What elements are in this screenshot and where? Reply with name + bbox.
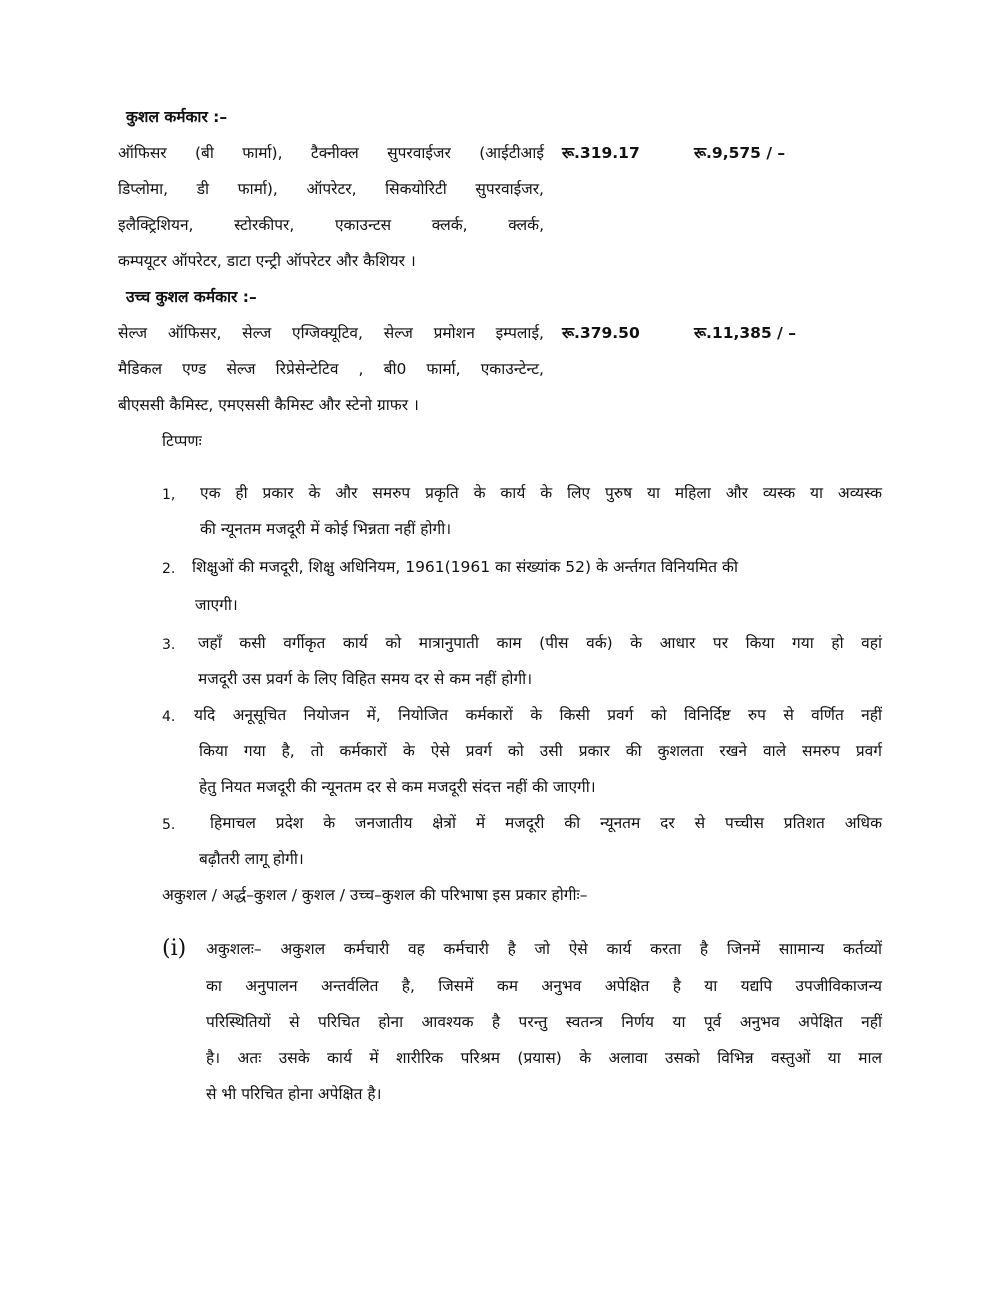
note-2-line-2: जाएगी। <box>195 596 238 614</box>
note-1-line-1: एक ही प्रकार के और समरुप प्रकृति के कार्य के लिए पुरुष या महिला और व्यस्क या अव्यस्क <box>200 484 882 502</box>
note-5-line-2: बढ़ौतरी लागू होगी। <box>199 850 304 868</box>
note-4-line-2: किया गया है, तो कर्मकारों के ऐसे प्रवर्ग को उसी प्रकार की कुशलता रखने वाले समरुप प्रवर्ग <box>199 742 882 760</box>
note-2-line-1: शिक्षुओं की मजदूरी, शिक्षु अधिनियम, 1961(1961 का संख्यांक 52) के अर्न्तगत विनियमित की <box>192 558 738 576</box>
skilled-line-3: इलैक्ट्रिशियन, स्टोरकीपर, एकाउन्टस क्लर्क, क्लर्क, <box>118 216 544 234</box>
note-5-line-1: हिमाचल प्रदेश के जनजातीय क्षेत्रों में मजदूरी की न्यूनतम दर से पच्चीस प्रतिशत अधिक <box>210 814 882 832</box>
definition-i-line-4: है। अतः उसके कार्य में शारीरिक परिश्रम (प्रयास) के अलावा उसको विभिन्न वस्तुओं या माल <box>206 1049 882 1067</box>
note-4-line-1: यदि अनूसूचित नियोजन में, नियोजित कर्मकारों के किसी प्रवर्ग को विनिर्दिष्ट रुप से वर्णित नहीं <box>194 706 882 724</box>
note-2-number: 2. <box>162 561 176 577</box>
definitions-heading: अकुशल / अर्द्ध–कुशल / कुशल / उच्च–कुशल की परिभाषा इस प्रकार होगीः– <box>162 886 588 904</box>
highly-skilled-line-2: मैडिकल एण्ड सेल्ज रिप्रेसेन्टेटिव , बी0 फार्मा, एकाउन्टेन्ट, <box>118 360 544 378</box>
highly-skilled-line-3: बीएससी कैमिस्ट, एमएससी कैमिस्ट और स्टेनो ग्राफर । <box>118 396 419 414</box>
note-4-number: 4. <box>162 709 176 725</box>
highly-skilled-monthly-wage: रू.11,385 / – <box>694 324 796 342</box>
note-3-number: 3. <box>162 637 176 653</box>
note-3-line-2: मजदूरी उस प्रवर्ग के लिए विहित समय दर से कम नहीं होगी। <box>198 670 533 688</box>
definition-i-line-2: का अनुपालन अन्तर्वलित है, जिसमें कम अनुभव अपेक्षित है या यद्यपि उपजीविकाजन्य <box>206 977 882 995</box>
skilled-line-2: डिप्लोमा, डी फार्मा), ऑपरेटर, सिकयोरिटी सुपरवाईजर, <box>118 180 544 198</box>
notes-heading: टिप्पणः <box>162 432 202 450</box>
skilled-line-4: कम्पयूटर ऑपरेटर, डाटा एन्ट्री ऑपरेटर और कैशियर । <box>118 252 416 270</box>
definition-i-line-1: अकुशलः– अकुशल कर्मचारी वह कर्मचारी है जो ऐसे कार्य करता है जिनमें साामान्य कर्तव्यों <box>206 940 882 958</box>
highly-skilled-daily-wage: रू.379.50 <box>562 324 640 342</box>
skilled-line-1: ऑफिसर (बी फार्मा), टैक्नीक्ल सुपरवाईजर (आईटीआई <box>118 144 544 162</box>
note-5-number: 5. <box>162 817 176 833</box>
skilled-daily-wage: रू.319.17 <box>562 144 640 162</box>
note-1-number: 1, <box>162 487 176 503</box>
skilled-monthly-wage: रू.9,575 / – <box>694 144 786 162</box>
definition-i-number: (i) <box>162 936 187 961</box>
definition-i-line-5: से भी परिचित होना अपेक्षित है। <box>206 1085 382 1103</box>
note-1-line-2: की न्यूनतम मजदूरी में कोई भिन्नता नहीं होगी। <box>200 520 452 538</box>
highly-skilled-heading: उच्च कुशल कर्मकार :– <box>126 288 257 306</box>
note-4-line-3: हेतु नियत मजदूरी की न्यूनतम दर से कम मजदूरी संदत्त नहीं की जाएगी। <box>199 778 596 796</box>
highly-skilled-line-1: सेल्ज ऑफिसर, सेल्ज एग्जिक्यूटिव, सेल्ज प्रमोशन इम्पलाई, <box>118 324 544 342</box>
definition-i-line-3: परिस्थितियों से परिचित होना आवश्यक है परन्तु स्वतन्त्र निर्णय या पूर्व अनुभव अपेक्षित नहीं <box>206 1013 882 1031</box>
note-3-line-1: जहाँ कसी वर्गीकृत कार्य को मात्रानुपाती काम (पीस वर्क) के आधार पर किया गया हो वहां <box>198 634 882 652</box>
skilled-heading: कुशल कर्मकार :– <box>126 108 228 126</box>
